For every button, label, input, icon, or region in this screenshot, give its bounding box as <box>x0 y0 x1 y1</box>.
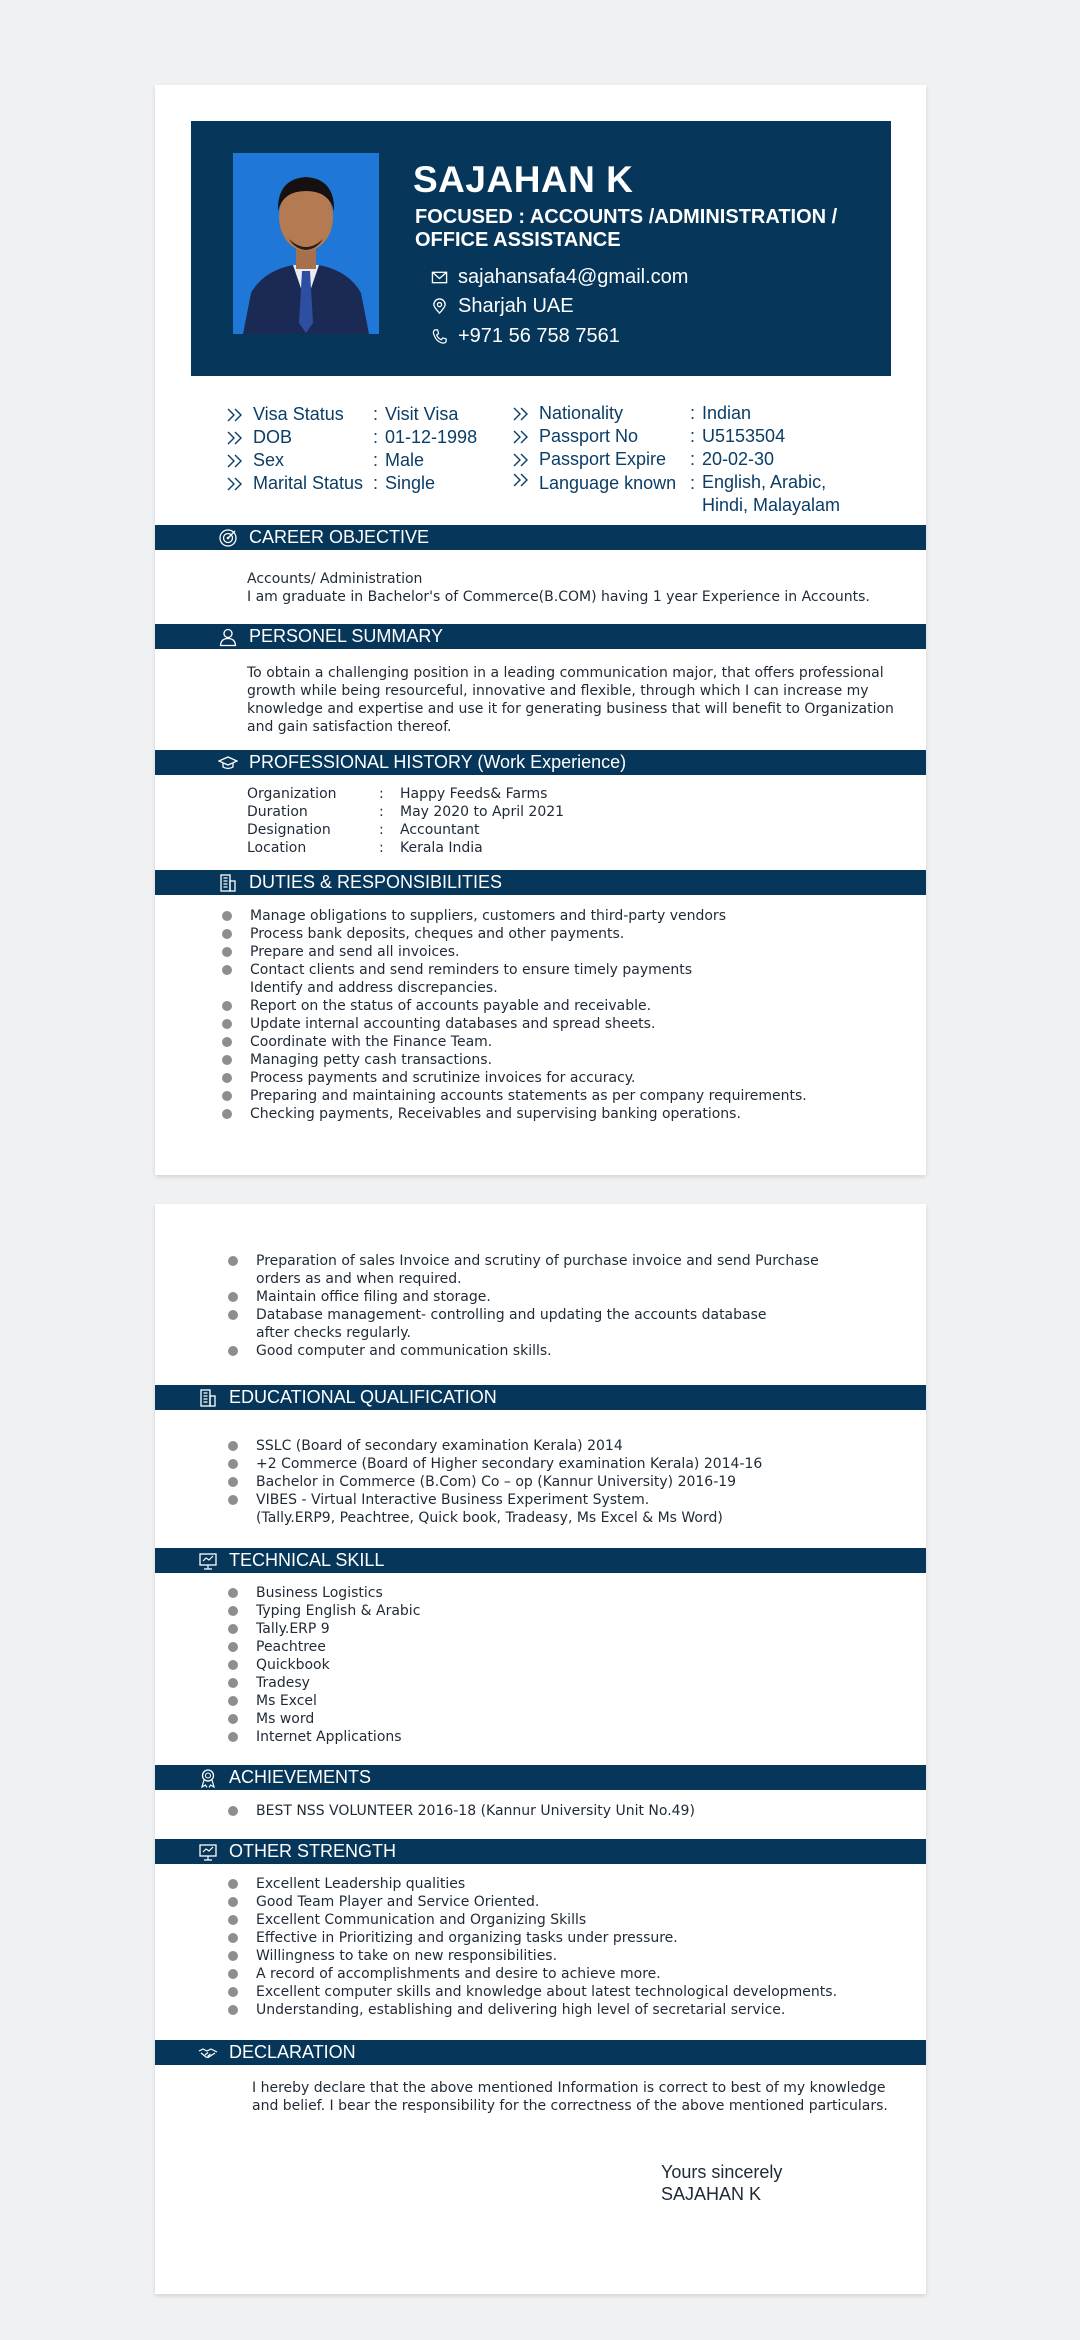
work-experience-table <box>247 785 564 857</box>
section-education <box>155 1385 926 1410</box>
list-item: Preparing and maintaining accounts statements as per company requirements. <box>222 1087 807 1105</box>
list-item: Contact clients and send reminders to ensure timely payments <box>222 961 807 979</box>
info-row-passport-expire <box>513 448 862 471</box>
phone-text: +971 56 758 7561 <box>458 325 620 347</box>
double-chevron-icon <box>227 408 253 422</box>
section-title: PROFESSIONAL HISTORY (Work Experience) <box>249 752 627 772</box>
work-row <box>247 803 564 821</box>
resume-page-2 <box>155 1204 926 2294</box>
double-chevron-icon <box>513 430 539 444</box>
signature-name: SAJAHAN K <box>661 2184 762 2204</box>
technical-skill-list <box>228 1584 420 1746</box>
section-title: ACHIEVEMENTS <box>229 1767 372 1787</box>
info-label: Nationality <box>539 403 624 423</box>
list-item: (Tally.ERP9, Peachtree, Quick book, Tradeasy, Ms Excel & Ms Word) <box>256 1510 723 1526</box>
candidate-name: SAJAHAN K <box>413 159 634 200</box>
info-row-nationality <box>513 402 862 425</box>
list-item: Understanding, establishing and delivering high level of secretarial service. <box>228 2001 837 2019</box>
section-career-objective <box>155 525 926 550</box>
double-chevron-icon <box>227 431 253 445</box>
email-text: sajahansafa4@gmail.com <box>458 266 689 288</box>
career-line: I am graduate in Bachelor's of Commerce(B.COM) having 1 year Experience in Accounts. <box>247 589 870 605</box>
double-chevron-icon <box>227 477 253 491</box>
section-declaration <box>155 2040 926 2065</box>
list-item: Good computer and communication skills. <box>228 1342 819 1360</box>
work-value: May 2020 to April 2021 <box>400 804 565 820</box>
work-label: Location <box>247 840 307 856</box>
list-item: Bachelor in Commerce (B.Com) Co – op (Kannur University) 2016-19 <box>228 1473 762 1491</box>
section-title: TECHNICAL SKILL <box>229 1550 385 1570</box>
info-value: U5153504 <box>702 426 786 446</box>
work-label: Designation <box>247 822 331 838</box>
info-label: Marital Status <box>253 473 364 493</box>
list-item: Manage obligations to suppliers, customers and third-party vendors <box>222 907 807 925</box>
list-item: Maintain office filing and storage. <box>228 1288 819 1306</box>
contact-phone[interactable] <box>431 325 620 348</box>
info-label: Passport Expire <box>539 449 667 469</box>
list-item: Tradesy <box>228 1674 420 1692</box>
info-separator: : <box>373 473 379 493</box>
section-professional-history <box>155 750 926 775</box>
list-item: Process bank deposits, cheques and other payments. <box>222 925 807 943</box>
info-value: Indian <box>702 403 752 423</box>
list-item: Report on the status of accounts payable and receivable. <box>222 997 807 1015</box>
info-value: Male <box>385 450 425 470</box>
list-item: Peachtree <box>228 1638 420 1656</box>
section-title: DECLARATION <box>229 2042 356 2062</box>
info-value: Single <box>385 473 436 493</box>
focus-line: FOCUSED : ACCOUNTS /ADMINISTRATION / OFFICE ASSISTANCE <box>415 206 838 251</box>
section-title: PERSONEL SUMMARY <box>249 626 444 646</box>
location-text: Sharjah UAE <box>458 295 574 317</box>
double-chevron-icon <box>513 407 539 421</box>
work-label: Duration <box>247 804 308 820</box>
info-separator: : <box>690 473 696 493</box>
resume-page-1 <box>155 85 926 1175</box>
info-separator: : <box>373 450 379 470</box>
work-row <box>247 821 564 839</box>
list-item: +2 Commerce (Board of Higher secondary examination Kerala) 2014-16 <box>228 1455 762 1473</box>
info-value: English, Arabic, Hindi, Malayalam <box>702 472 841 515</box>
info-label: Passport No <box>539 426 639 446</box>
career-line: Accounts/ Administration <box>247 571 423 587</box>
handshake-icon <box>197 2042 219 2064</box>
duties-list <box>222 907 807 1123</box>
list-item: Preparation of sales Invoice and scrutiny of purchase invoice and send Purchase <box>228 1252 819 1270</box>
info-row-language <box>513 471 862 517</box>
target-icon <box>217 527 239 549</box>
personel-summary-text: To obtain a challenging position in a leading communication major, that offers professional growth while being resourceful, innovative and flexible, through which I can increase my knowledge and expertise and use it for generating business that will benefit to Organization and gain satisfaction thereof. <box>247 665 894 735</box>
list-item: Excellent computer skills and knowledge about latest technological developments. <box>228 1983 837 2001</box>
signature-block <box>661 2161 782 2205</box>
section-title: DUTIES & RESPONSIBILITIES <box>249 872 503 892</box>
list-item: Coordinate with the Finance Team. <box>222 1033 807 1051</box>
mail-icon <box>431 269 448 286</box>
work-separator: : <box>379 804 384 820</box>
info-label: Visa Status <box>253 404 344 424</box>
work-separator: : <box>379 786 384 802</box>
other-strength-list <box>228 1875 837 2019</box>
personal-info-right <box>513 402 862 517</box>
list-item: Managing petty cash transactions. <box>222 1051 807 1069</box>
education-list <box>228 1437 762 1527</box>
info-value: 20-02-30 <box>702 449 775 469</box>
work-separator: : <box>379 822 384 838</box>
list-item: Database management- controlling and updating the accounts database <box>228 1306 819 1324</box>
section-title: EDUCATIONAL QUALIFICATION <box>229 1387 497 1407</box>
info-value: Visit Visa <box>385 404 459 424</box>
list-item: Typing English & Arabic <box>228 1602 420 1620</box>
list-item: Internet Applications <box>228 1728 420 1746</box>
info-row-marital <box>227 472 477 495</box>
list-item: Checking payments, Receivables and supervising banking operations. <box>222 1105 807 1123</box>
list-item: Identify and address discrepancies. <box>250 980 498 996</box>
contact-email[interactable] <box>431 266 688 289</box>
location-pin-icon <box>431 298 448 315</box>
presentation-board-icon <box>197 1841 219 1863</box>
award-ribbon-icon <box>197 1767 219 1789</box>
double-chevron-icon <box>513 453 539 467</box>
section-title: OTHER STRENGTH <box>229 1841 397 1861</box>
list-item: after checks regularly. <box>256 1325 411 1341</box>
list-item: Quickbook <box>228 1656 420 1674</box>
info-label: DOB <box>253 427 293 447</box>
section-title: CAREER OBJECTIVE <box>249 527 430 547</box>
graduation-cap-icon <box>217 752 239 774</box>
section-technical-skill <box>155 1548 926 1573</box>
info-row-dob <box>227 426 477 449</box>
list-item: Update internal accounting databases and spread sheets. <box>222 1015 807 1033</box>
achievements-list <box>228 1802 695 1820</box>
building-icon <box>197 1387 219 1409</box>
list-item: A record of accomplishments and desire to achieve more. <box>228 1965 837 1983</box>
contact-location <box>431 295 574 318</box>
info-separator: : <box>373 404 379 424</box>
work-row <box>247 839 564 857</box>
personal-info-left <box>227 403 477 495</box>
declaration-text: I hereby declare that the above mentioned Information is correct to best of my knowledge and belief. I bear the responsibility for the correctness of the above mentioned particulars. <box>252 2080 888 2114</box>
building-icon <box>217 872 239 894</box>
list-item: Tally.ERP 9 <box>228 1620 420 1638</box>
section-achievements <box>155 1765 926 1790</box>
career-objective-text <box>247 570 907 606</box>
work-separator: : <box>379 840 384 856</box>
list-item: Excellent Leadership qualities <box>228 1875 837 1893</box>
phone-icon <box>431 328 448 345</box>
info-row-passport-no <box>513 425 862 448</box>
work-label: Organization <box>247 786 337 802</box>
info-label: Sex <box>253 450 285 470</box>
presentation-board-icon <box>197 1550 219 1572</box>
info-label: Language known <box>539 473 677 493</box>
info-value: 01-12-1998 <box>385 427 478 447</box>
double-chevron-icon <box>513 471 539 487</box>
info-separator: : <box>690 426 696 446</box>
closing-text: Yours sincerely <box>661 2162 783 2182</box>
list-item: SSLC (Board of secondary examination Kerala) 2014 <box>228 1437 762 1455</box>
info-row-visa <box>227 403 477 426</box>
list-item: Ms Excel <box>228 1692 420 1710</box>
section-other-strength <box>155 1839 926 1864</box>
double-chevron-icon <box>227 454 253 468</box>
work-value: Happy Feeds& Farms <box>400 786 548 802</box>
list-item: Good Team Player and Service Oriented. <box>228 1893 837 1911</box>
person-icon <box>217 626 239 648</box>
info-separator: : <box>690 449 696 469</box>
list-item: BEST NSS VOLUNTEER 2016-18 (Kannur University Unit No.49) <box>228 1802 695 1820</box>
list-item: Ms word <box>228 1710 420 1728</box>
list-item: VIBES - Virtual Interactive Business Experiment System. <box>228 1491 762 1509</box>
section-personel-summary <box>155 624 926 649</box>
section-duties <box>155 870 926 895</box>
profile-photo <box>233 153 379 334</box>
list-item: orders as and when required. <box>256 1271 462 1287</box>
list-item: Prepare and send all invoices. <box>222 943 807 961</box>
list-item: Willingness to take on new responsibilities. <box>228 1947 837 1965</box>
list-item: Process payments and scrutinize invoices for accuracy. <box>222 1069 807 1087</box>
work-row <box>247 785 564 803</box>
list-item: Excellent Communication and Organizing Skills <box>228 1911 837 1929</box>
duties-list-continued <box>228 1252 819 1360</box>
info-separator: : <box>373 427 379 447</box>
resume-header <box>191 121 891 376</box>
info-separator: : <box>690 403 696 423</box>
work-value: Kerala India <box>400 840 483 856</box>
work-value: Accountant <box>400 822 480 838</box>
list-item: Business Logistics <box>228 1584 420 1602</box>
list-item: Effective in Prioritizing and organizing tasks under pressure. <box>228 1929 837 1947</box>
info-row-sex <box>227 449 477 472</box>
